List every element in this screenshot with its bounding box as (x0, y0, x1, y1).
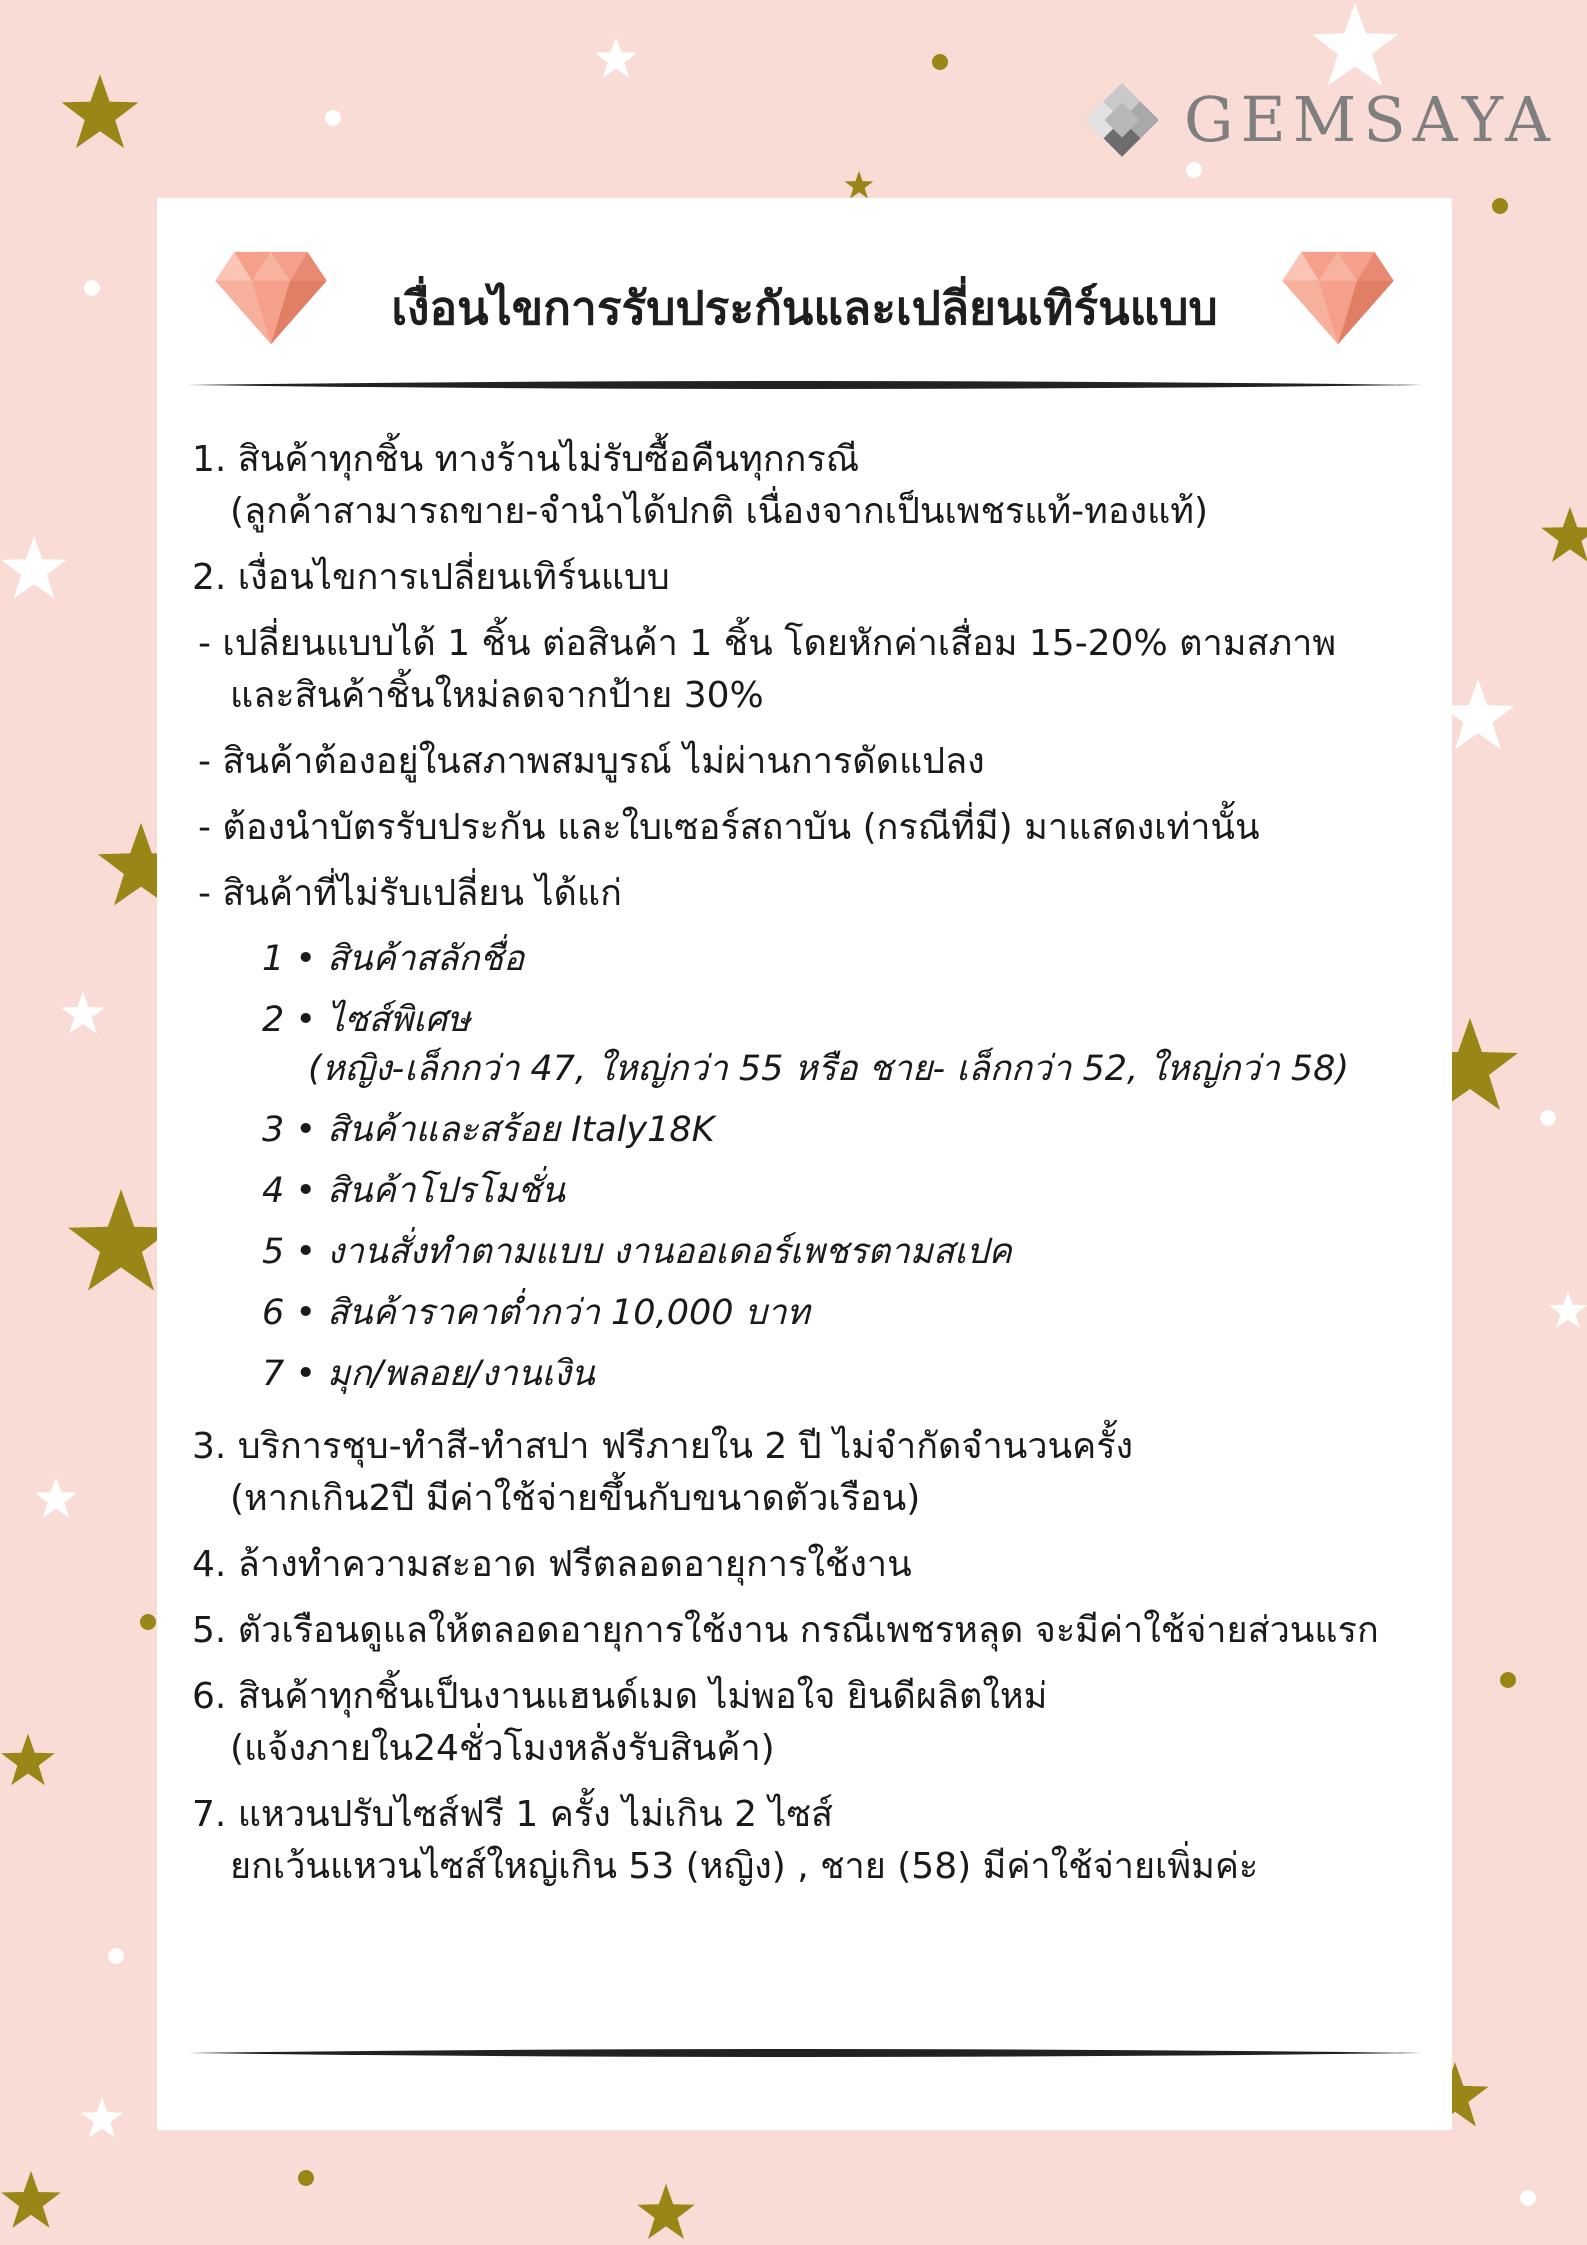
white-star-icon (594, 36, 638, 80)
term-item: 6. สินค้าทุกชิ้นเป็นงานแฮนด์เมด ไม่พอใจ ยินดีผลิตใหม่ (192, 1676, 1048, 1717)
excluded-item: 3 • สินค้าและสร้อย Italy18K (262, 1110, 715, 1150)
white-star-icon (1548, 1290, 1587, 1330)
white-dot (325, 110, 341, 126)
excluded-item: 1 • สินค้าสลักชื่อ (262, 939, 525, 979)
term-item: 7. แหวนปรับไซส์ฟรี 1 ครั้ง ไม่เกิน 2 ไซส์ (192, 1794, 834, 1835)
gold-star-icon (0, 2162, 62, 2238)
gold-star-icon (0, 1730, 56, 1790)
term-item: 3. บริการชุบ-ทำสี-ทำสปา ฟรีภายใน 2 ปี ไม่จำกัดจำนวนครั้ง (192, 1426, 1134, 1467)
excluded-item: 4 • สินค้าโปรโมชั่น (262, 1171, 565, 1211)
term-item: และสินค้าชิ้นใหม่ลดจากป้าย 30% (230, 675, 764, 716)
term-item: 4. ล้างทำความสะอาด ฟรีตลอดอายุการใช้งาน (192, 1544, 912, 1585)
term-item: (ลูกค้าสามารถขาย-จำนำได้ปกติ เนื่องจากเป็นเพชรแท้-ทองแท้) (230, 491, 1209, 532)
gold-dot (140, 1614, 156, 1630)
white-star-icon (34, 1476, 78, 1520)
white-star-icon (80, 2096, 124, 2140)
term-item: - สินค้าที่ไม่รับเปลี่ยน ได้แก่ (198, 873, 622, 914)
term-item: 1. สินค้าทุกชิ้น ทางร้านไม่รับซื้อคืนทุกกรณี (192, 439, 860, 480)
white-dot (108, 1948, 124, 1964)
gold-dot (1492, 198, 1508, 214)
excluded-item: 6 • สินค้าราคาต่ำกว่า 10,000 บาท (262, 1293, 810, 1333)
terms-content (192, 438, 1422, 1911)
gold-dot (298, 2170, 314, 2186)
white-star-icon (1305, 0, 1405, 90)
excluded-item: 7 • มุก/พลอย/งานเงิน (262, 1354, 595, 1394)
gold-star-icon (634, 2182, 698, 2242)
brand-logo (1082, 80, 1557, 160)
page-title: เงื่อนไขการรับประกันและเปลี่ยนเทิร์นแบบ (391, 281, 1218, 335)
gold-star-icon (844, 170, 874, 200)
term-item: - สินค้าต้องอยู่ในสภาพสมบูรณ์ ไม่ผ่านการดัดแปลง (198, 741, 985, 782)
gold-dot (1500, 1672, 1516, 1688)
term-item: - ต้องนำบัตรรับประกัน และใบเซอร์สถาบัน (กรณีที่มี) มาแสดงเท่านั้น (198, 807, 1260, 848)
title-row (212, 250, 1397, 350)
white-star-icon (60, 990, 106, 1036)
white-star-icon (0, 528, 68, 608)
white-dot (84, 280, 100, 296)
terms-card (157, 198, 1452, 2130)
bottom-divider (187, 2046, 1422, 2060)
diamond-logo-icon (1082, 80, 1162, 160)
term-item: (หากเกิน2ปี มีค่าใช้จ่ายขึ้นกับขนาดตัวเรือน) (230, 1478, 921, 1519)
term-item: ยกเว้นแหวนไซส์ใหญ่เกิน 53 (หญิง) , ชาย (58) มีค่าใช้จ่ายเพิ่มค่ะ (230, 1846, 1259, 1887)
gold-star-icon (1540, 500, 1587, 570)
brand-name: GEMSAYA (1184, 83, 1557, 156)
gem-icon (1279, 250, 1397, 346)
term-item: 2. เงื่อนไขการเปลี่ยนเทิร์นแบบ (192, 557, 670, 598)
term-item: 5. ตัวเรือนดูแลให้ตลอดอายุการใช้งาน กรณีเพชรหลุด จะมีค่าใช้จ่ายส่วนแรก (192, 1610, 1379, 1651)
term-item: - เปลี่ยนแบบได้ 1 ชิ้น ต่อสินค้า 1 ชิ้น โดยหักค่าเสื่อม 15-20% ตามสภาพ (198, 623, 1337, 664)
excluded-list (192, 938, 1422, 1395)
top-divider (187, 378, 1422, 392)
white-dot (1540, 1110, 1556, 1126)
term-item: (แจ้งภายใน24ชั่วโมงหลังรับสินค้า) (230, 1728, 775, 1769)
white-dot (1186, 162, 1202, 178)
excluded-item: 5 • งานสั่งทำตามแบบ งานออเดอร์เพชรตามสเปค (262, 1232, 1012, 1272)
excluded-item: 2 • ไซส์พิเศษ (262, 1000, 471, 1040)
gold-dot (932, 54, 948, 70)
excluded-item: (หญิง-เล็กกว่า 47, ใหญ่กว่า 55 หรือ ชาย- เล็กกว่า 52, ใหญ่กว่า 58) (308, 1049, 1350, 1089)
white-dot (1520, 2190, 1536, 2206)
gold-star-icon (60, 72, 140, 152)
